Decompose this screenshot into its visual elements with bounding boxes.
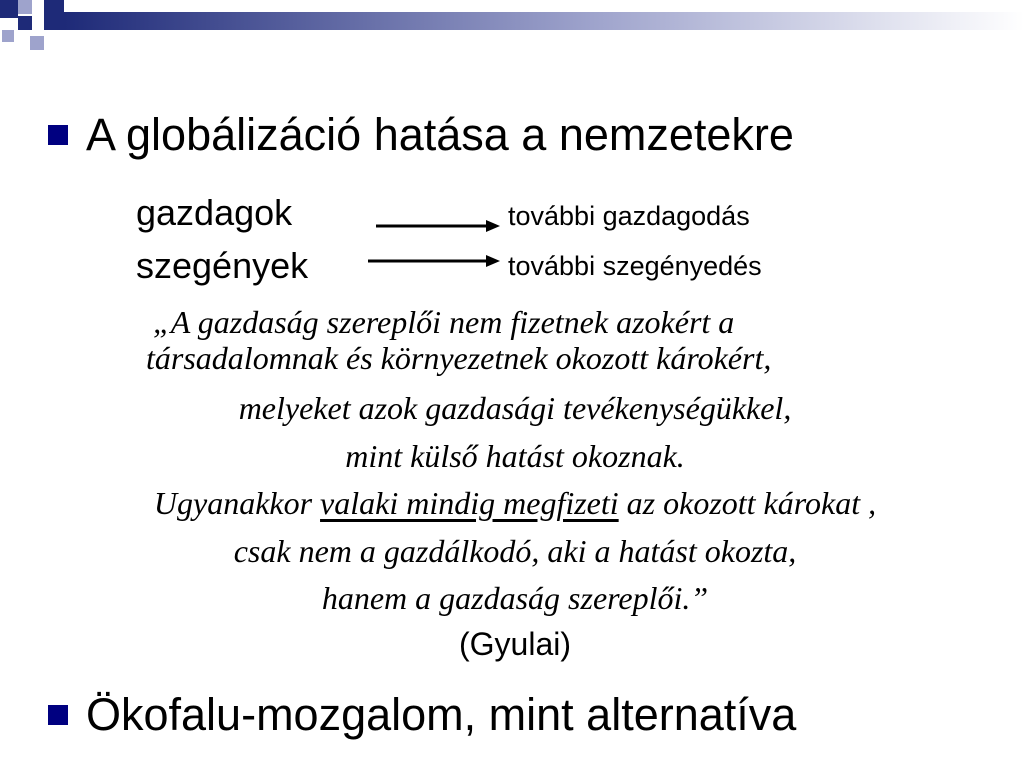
group-label: gazdagok — [136, 192, 293, 233]
bullet-text: Ökofalu-mozgalom, mint alternatíva — [86, 689, 797, 740]
header-decoration — [0, 0, 1024, 60]
quote-line — [40, 487, 990, 519]
bullet-text: A globálizáció hatása a nemzetekre — [86, 109, 794, 160]
square-bullet-icon — [48, 705, 68, 725]
quote-text: az okozott károkat , — [618, 485, 877, 521]
decor-square — [44, 0, 64, 30]
quote-line: társadalomnak és környezetnek okozott károkért, — [146, 340, 772, 376]
result-label: további szegényedés — [508, 251, 762, 281]
quote-line: csak nem a gazdálkodó, aki a hatást okozta, — [233, 533, 797, 569]
quote-line: „A gazdaság szereplői nem fizetnek azokért a — [153, 304, 735, 340]
right-arrow-icon — [368, 253, 500, 269]
quote-underlined-text: valaki mindig megfizeti — [320, 485, 619, 521]
bullet-item — [48, 689, 797, 740]
quote-line: mint külső hatást okoznak. — [345, 438, 685, 474]
decor-square — [30, 36, 44, 50]
decor-square — [18, 16, 32, 30]
quote-line: hanem a gazdaság szereplői.” — [321, 580, 709, 616]
decor-square — [0, 0, 18, 18]
quote-line: melyeket azok gazdasági tevékenységükkel, — [238, 390, 792, 426]
group-label: szegények — [136, 245, 309, 286]
decor-square — [2, 30, 14, 42]
square-bullet-icon — [48, 125, 68, 145]
result-label: további gazdagodás — [508, 201, 750, 231]
bullet-item — [48, 109, 794, 160]
decor-gradient-band — [64, 12, 1024, 30]
decor-square — [32, 0, 44, 30]
quote-text: Ugyanakkor — [153, 485, 321, 521]
quote-author: (Gyulai) — [458, 626, 571, 662]
right-arrow-icon — [376, 218, 500, 234]
decor-square — [18, 0, 32, 14]
